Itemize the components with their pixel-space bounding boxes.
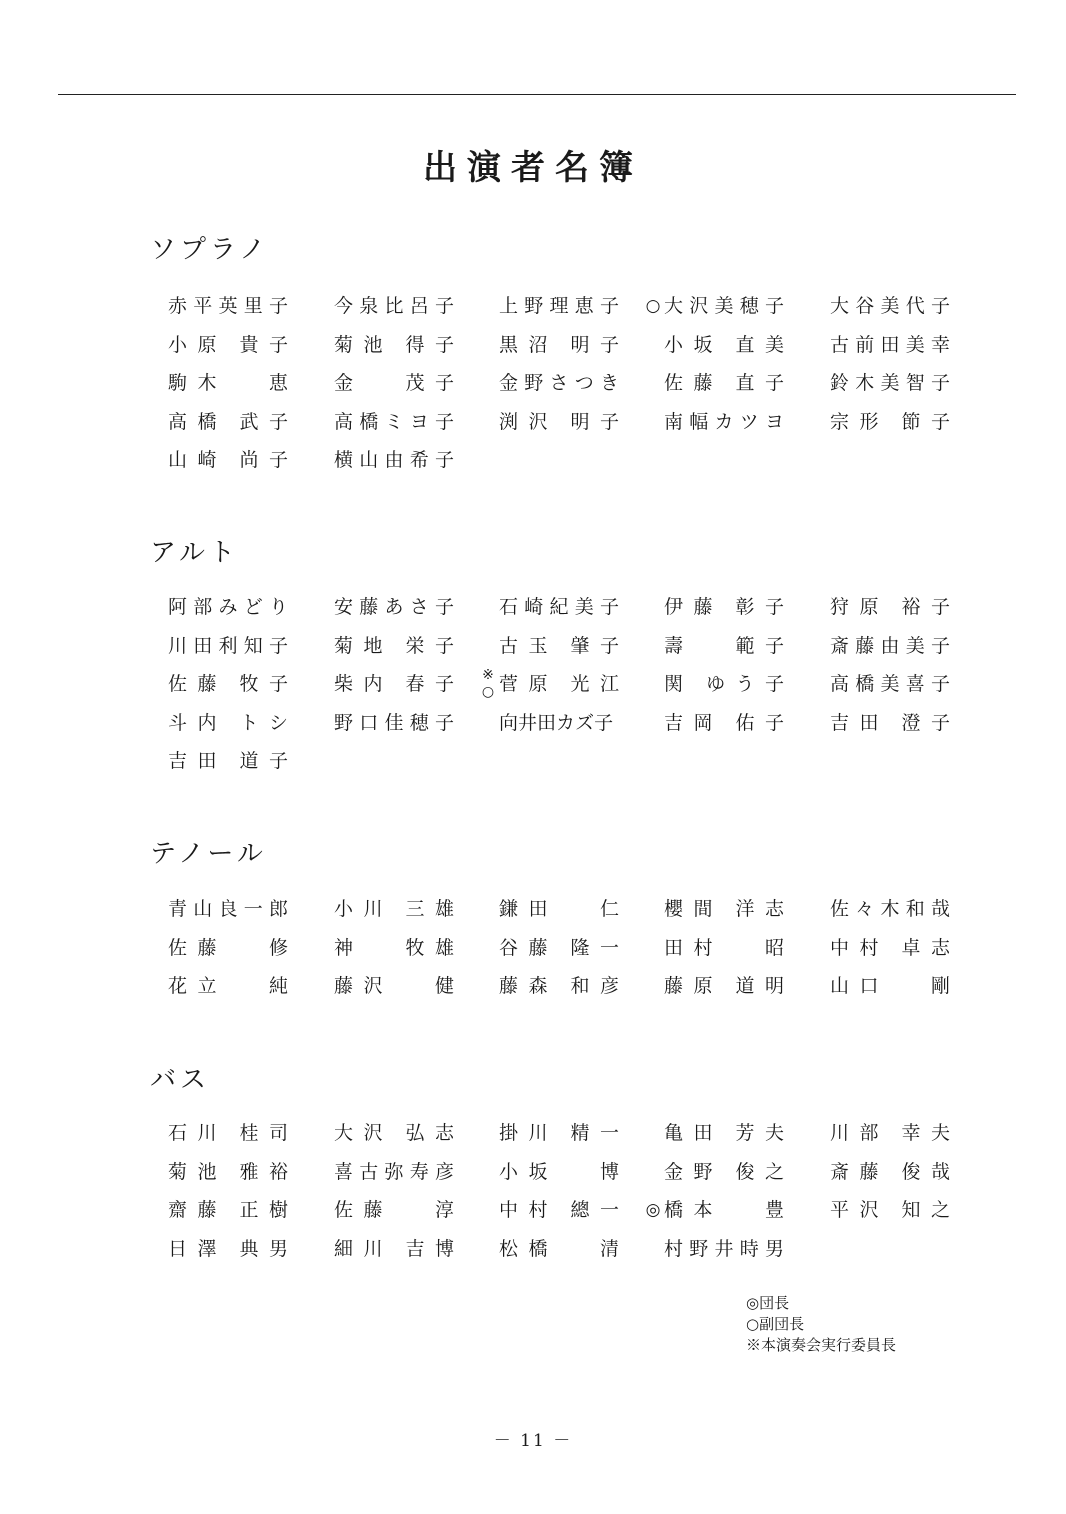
member-name: [334, 627, 454, 665]
section-heading-tenor: テノール: [150, 839, 267, 869]
member-name: [168, 704, 288, 742]
member-name: [334, 890, 454, 928]
member-name-text: 谷 藤 隆 一: [499, 936, 619, 959]
member-name: [664, 364, 784, 402]
member-name: [664, 326, 784, 364]
member-name: [499, 627, 619, 665]
member-name-text: 安 藤 あ さ 子: [334, 596, 454, 618]
member-name-text: 上 野 理 恵 子: [499, 295, 619, 317]
member-name: [168, 441, 288, 479]
member-name: [168, 1114, 288, 1152]
member-name-text: 柴 内 春 子: [334, 673, 454, 695]
page-title: 出演者名簿: [423, 148, 643, 188]
member-name: [830, 704, 950, 742]
member-name-text: 阿 部 み ど り: [168, 596, 288, 618]
member-name-text: 菊 地 栄 子: [334, 634, 454, 657]
member-name-text: 斎 藤 俊 哉: [830, 1160, 950, 1183]
member-name: [168, 890, 288, 928]
member-name-text: 高 橋 美 喜 子: [830, 673, 950, 695]
member-name-text: 石 川 桂 司: [168, 1122, 288, 1144]
member-name-text: 野 口 佳 穂 子: [334, 711, 454, 734]
member-name: [664, 967, 784, 1005]
member-name-text: 齋 藤 正 樹: [168, 1199, 288, 1221]
member-name-text: 大 沢 弘 志: [334, 1122, 454, 1144]
member-name-text: 小 坂 博: [499, 1160, 619, 1183]
member-name-text: 吉 岡 佑 子: [664, 711, 784, 734]
member-name: [664, 890, 784, 928]
member-name: [645, 287, 784, 325]
member-name-text: 吉 田 道 子: [168, 750, 288, 772]
member-name: [664, 403, 784, 441]
member-name: [499, 287, 619, 325]
member-name: [664, 627, 784, 665]
member-name: [334, 1153, 454, 1191]
member-name-text: 櫻 間 洋 志: [664, 898, 784, 920]
role-mark: ◎: [645, 1200, 661, 1220]
member-name-text: 狩 原 裕 子: [830, 596, 950, 618]
member-name-text: 神 牧 雄: [334, 936, 454, 959]
member-name: [168, 929, 288, 967]
member-name: [334, 588, 454, 626]
member-name-text: 佐 藤 修: [168, 936, 288, 959]
member-name-text: 向 井 田 カ ズ 子: [499, 711, 614, 734]
member-name: [499, 326, 619, 364]
member-name: [499, 704, 619, 742]
member-name: [168, 1153, 288, 1191]
member-name-text: 喜 古 弥 寿 彦: [334, 1160, 454, 1183]
member-name-text: 金 野 俊 之: [664, 1160, 784, 1183]
member-name: [168, 627, 288, 665]
member-name-text: 小 川 三 雄: [334, 898, 454, 920]
member-name-text: 佐 藤 牧 子: [168, 673, 288, 695]
member-name-text: 掛 川 精 一: [499, 1122, 619, 1144]
member-name: [830, 588, 950, 626]
member-name-text: 川 部 幸 夫: [830, 1122, 950, 1144]
member-name-text: 宗 形 節 子: [830, 410, 950, 433]
member-name: [499, 588, 619, 626]
legend-item-vice-leader: ○副団長: [746, 1315, 805, 1333]
member-name-text: 小 原 貴 子: [168, 333, 288, 356]
member-name-text: 佐 々 木 和 哉: [830, 898, 950, 920]
member-name: [334, 1191, 454, 1229]
member-name: [664, 1230, 784, 1268]
member-name: [334, 403, 454, 441]
member-name: [664, 704, 784, 742]
member-name: [830, 929, 950, 967]
member-name-text: 佐 藤 直 子: [664, 372, 784, 394]
member-name: [499, 1153, 619, 1191]
member-name-text: 鎌 田 仁: [499, 898, 619, 920]
member-name-text: 細 川 吉 博: [334, 1237, 454, 1260]
member-name-text: 小 坂 直 美: [664, 333, 784, 356]
member-name: [499, 403, 619, 441]
member-name-text: 赤 平 英 里 子: [168, 295, 288, 317]
member-name-text: 壽 範 子: [664, 634, 784, 657]
member-name-text: 菊 池 得 子: [334, 333, 454, 356]
member-name: [334, 665, 454, 703]
member-name: [664, 588, 784, 626]
member-name-text: 高 橋 ミ ヨ 子: [334, 410, 454, 433]
member-name: [168, 665, 288, 703]
member-name-text: 黒 沼 明 子: [499, 333, 619, 356]
member-name: [499, 1191, 619, 1229]
member-name: [168, 967, 288, 1005]
member-name-text: 古 前 田 美 幸: [830, 333, 950, 356]
member-name: [334, 441, 454, 479]
member-name-text: 菊 池 雅 裕: [168, 1160, 288, 1183]
member-name: [830, 627, 950, 665]
member-name: [334, 287, 454, 325]
member-name-text: 村 野 井 時 男: [664, 1237, 784, 1260]
member-name-text: 松 橋 清: [499, 1237, 619, 1260]
top-rule: [58, 94, 1016, 95]
member-name-text: 古 玉 肇 子: [499, 634, 619, 657]
member-name: [168, 588, 288, 626]
member-name: [499, 890, 619, 928]
member-name-text: 斗 内 ト シ: [168, 711, 288, 734]
member-name: [830, 287, 950, 325]
member-name-text: 中 村 卓 志: [830, 936, 950, 959]
member-name-text: 高 橋 武 子: [168, 410, 288, 433]
member-name: [830, 1153, 950, 1191]
member-name-text: 鈴 木 美 智 子: [830, 372, 950, 394]
member-name: [499, 1230, 619, 1268]
member-name-text: 川 田 利 知 子: [168, 634, 288, 657]
member-name-text: 南 幅 カ ツ ヨ: [664, 410, 784, 433]
section-heading-bass: バス: [150, 1065, 211, 1095]
member-name-text: 佐 藤 淳: [334, 1199, 454, 1221]
legend-item-committee-chair: ※本演奏会実行委員長: [746, 1336, 897, 1354]
member-name: [334, 364, 454, 402]
member-name: [168, 1191, 288, 1229]
member-name-text: 今 泉 比 呂 子: [334, 295, 454, 317]
legend-item-leader: ◎団長: [746, 1294, 790, 1312]
member-name-text: 大 沢 美 穂 子: [664, 295, 784, 317]
member-name: [830, 665, 950, 703]
member-name-text: 大 谷 美 代 子: [830, 295, 950, 317]
member-name-text: 菅 原 光 江: [499, 673, 619, 695]
member-name: [499, 1114, 619, 1152]
member-name-text: 藤 原 道 明: [664, 975, 784, 997]
member-name: [499, 364, 619, 402]
member-name-text: 石 崎 紀 美 子: [499, 596, 619, 618]
member-name: [664, 1114, 784, 1152]
member-name-text: 日 澤 典 男: [168, 1237, 288, 1260]
member-name: [664, 1153, 784, 1191]
member-name: [830, 967, 950, 1005]
member-name: [830, 1191, 950, 1229]
member-name-text: 斎 藤 由 美 子: [830, 634, 950, 657]
member-name: [334, 1230, 454, 1268]
section-heading-alto: アルト: [150, 538, 239, 568]
member-name: [168, 326, 288, 364]
member-name: [481, 665, 619, 703]
member-name-text: 関 ゆ う 子: [664, 673, 784, 695]
member-name-text: 吉 田 澄 子: [830, 711, 950, 734]
member-name-text: 平 沢 知 之: [830, 1199, 950, 1221]
member-name: [830, 326, 950, 364]
member-name-text: 渕 沢 明 子: [499, 410, 619, 433]
member-name: [168, 364, 288, 402]
role-mark: ※○: [481, 667, 495, 700]
member-name-text: 駒 木 恵: [168, 372, 288, 394]
page-number: － 11 －: [493, 1431, 573, 1451]
member-name: [334, 1114, 454, 1152]
member-name: [830, 403, 950, 441]
member-name-text: 中 村 總 一: [499, 1199, 619, 1221]
member-name: [334, 929, 454, 967]
member-name-text: 青 山 良 一 郎: [168, 898, 288, 920]
member-name: [499, 967, 619, 1005]
member-name-text: 田 村 昭: [664, 936, 784, 959]
member-name-text: 藤 沢 健: [334, 975, 454, 997]
member-name: [830, 1114, 950, 1152]
member-name: [334, 967, 454, 1005]
member-name: [499, 929, 619, 967]
member-name: [168, 403, 288, 441]
section-heading-soprano: ソプラノ: [150, 235, 270, 265]
member-name: [168, 287, 288, 325]
member-name-text: 亀 田 芳 夫: [664, 1122, 784, 1144]
member-name: [830, 364, 950, 402]
member-name-text: 山 崎 尚 子: [168, 449, 288, 471]
member-name-text: 横 山 由 希 子: [334, 449, 454, 471]
member-name-text: 山 口 剛: [830, 975, 950, 997]
member-name-text: 金 野 さ つ き: [499, 372, 619, 394]
legend: [746, 1293, 896, 1356]
member-name-text: 伊 藤 彰 子: [664, 596, 784, 618]
member-name-text: 金 茂 子: [334, 372, 454, 394]
member-name: [830, 890, 950, 928]
member-name: [645, 1191, 784, 1229]
member-name: [334, 326, 454, 364]
member-name: [664, 929, 784, 967]
member-name: [168, 742, 288, 780]
member-name-text: 橋 本 豊: [664, 1199, 784, 1221]
member-name: [664, 665, 784, 703]
member-name-text: 藤 森 和 彦: [499, 975, 619, 997]
member-name: [168, 1230, 288, 1268]
role-mark: ○: [645, 296, 661, 316]
member-name-text: 花 立 純: [168, 975, 288, 997]
member-name: [334, 704, 454, 742]
